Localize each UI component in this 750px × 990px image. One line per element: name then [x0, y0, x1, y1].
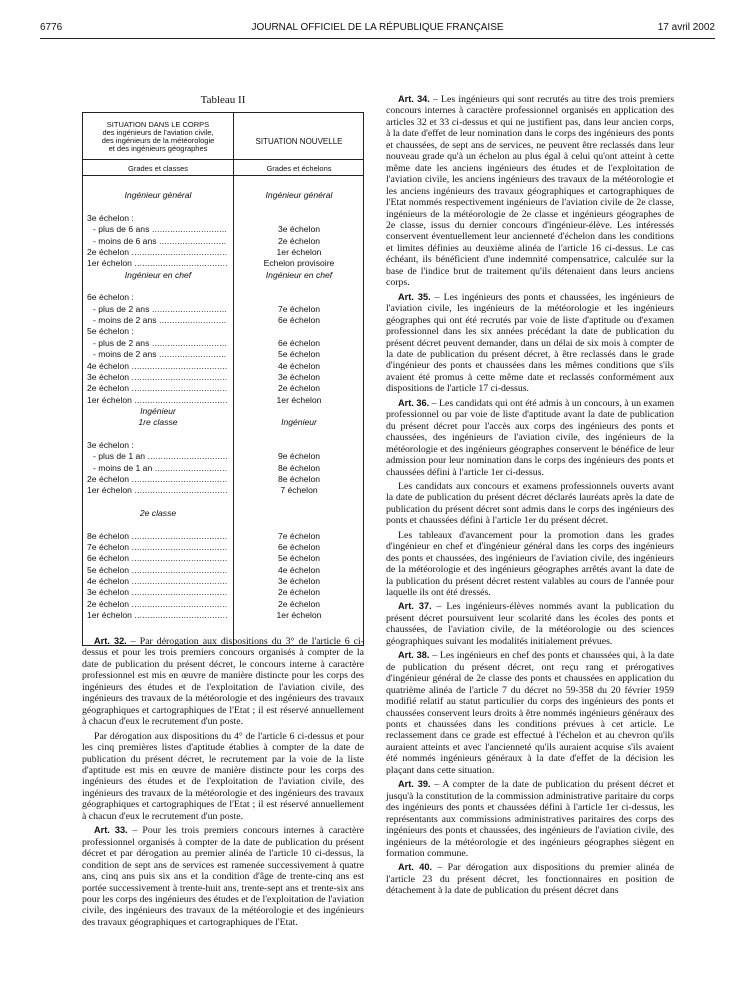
right-text-column	[386, 94, 674, 900]
table-cell-new-grade: 8e échelon	[277, 473, 321, 484]
table-cell-former-grade: - moins de 2 ans .....	[93, 315, 227, 326]
table-subheader-right: Grades et échelons	[266, 164, 332, 173]
table-cell-former-grade: 8e échelon .....	[87, 531, 227, 542]
table-row	[83, 224, 365, 235]
article-text: – Les ingénieurs qui sont recrutés au titre des trois premiers concours internes à caractère professionnel organisés en application des articles 32 et 33 ci-dessus et qui ne justifient pas, dans leur ancien corps, à la date d'effet de leur nomination dans le corps des ingénieurs des ponts et chaussées, de sept ans de services, ne peuvent être reclassés dans leur nouveau grade qu'à un échelon au plus égal à celui qu'ont atteint à cette même date les anciens ingénieurs des études et de l'exploitation de l'aviation civile, les anciens ingénieurs des travaux de la météorologie et les anciens ingénieurs des travaux géographiques et cartographiques de l'Etat nommés respectivement ingénieurs de l'aviation civile de 2e classe, ingénieurs de la météorologie de 2e classe et ingénieurs géographes de 2e classe, issus du dernier concours d'ingénieur-élève. Les intéressés conservent éventuellement leur ancienneté d'échelon dans les conditions et limites définies au deuxième alinéa de l'article 16 ci-dessus. Le cas échéant, ils bénéficient d'une indemnité compensatrice, calculée sur la base de l'indice brut de traitement qu'ils détenaient dans leurs anciens corps.	[386, 94, 675, 289]
table-header-left-line: SITUATION DANS LE CORPS	[106, 120, 210, 129]
reclassification-table	[82, 112, 364, 646]
table-cell-new-grade: 6e échelon	[277, 337, 321, 348]
table-cell-new-grade: 2e échelon	[277, 235, 321, 246]
table-cell-new-grade: Ingénieur	[281, 417, 317, 428]
table-row	[83, 497, 365, 508]
table-cell-new-grade: 1er échelon	[276, 610, 322, 621]
table-cell-former-grade: - moins de 1 an .....	[93, 463, 227, 474]
table-cell-new-grade: 7e échelon	[277, 303, 321, 314]
table-row	[83, 406, 365, 417]
table-row	[83, 395, 365, 406]
table-row	[83, 474, 365, 485]
table-row	[83, 202, 365, 213]
article-paragraph	[386, 779, 674, 859]
table-cell-former-grade: - plus de 6 ans .....	[93, 224, 227, 235]
table-cell-former-grade: 4e échelon .....	[87, 361, 227, 372]
table-body	[83, 179, 365, 621]
table-cell-new-grade: 1er échelon	[276, 394, 322, 405]
article-text: – Les ingénieurs des ponts et chaussées, les ingénieurs de l'aviation civile, les ingénieurs de la météorologie et les ingénieurs géographes qui ont été recrutés par voie de liste d'aptitude ou d'examen professionnel dans les six années précédant la date de publication du présent décret peuvent demander, dans un délai de six mois à compter de la date de publication du présent décret, à être reclassés dans le grade d'ingénieur des ponts et chaussées dans les mêmes conditions que s'ils avaient été promus à cette même date et reclassés conformément aux dispositions de l'article 17 ci-dessus.	[386, 291, 674, 395]
table-row	[83, 236, 365, 247]
table-cell-former-grade: 1er échelon .....	[87, 485, 227, 496]
table-row	[83, 190, 365, 201]
table-cell-new-grade: 6e échelon	[277, 315, 321, 326]
article-number: Art. 35.	[398, 291, 431, 302]
table-row	[83, 326, 365, 337]
table-row	[83, 247, 365, 258]
table-header-rule	[83, 159, 363, 160]
table-header-left-line: des ingénieurs de la météorologie	[101, 136, 215, 145]
table-cell-new-grade: 2e échelon	[277, 587, 321, 598]
article-paragraph	[82, 636, 364, 728]
article-text: – Pour les trois premiers concours internes à caractère professionnel organisés à compter de la date de publication du présent décret et par dérogation au premier alinéa de l'article 10 ci-dessus, la condition de sept ans de services est ramenée successivement à quatre ans, cinq ans puis six ans et la condition d'âge de trente-cinq ans est portée successivement à trente-huit ans, trente-sept ans et trente-six ans pour les corps des ingénieurs des études et de l'exploitation de l'aviation civile, des ingénieurs des travaux de la météorologie et des ingénieurs des travaux géographiques et cartographiques de l'Etat.	[82, 825, 364, 928]
table-cell-former-grade: Ingénieur en chef	[124, 269, 192, 280]
table-cell-former-grade: 3e échelon .....	[87, 587, 227, 598]
table-cell-former-grade: - plus de 2 ans .....	[93, 338, 227, 349]
table-row	[83, 270, 365, 281]
table-cell-former-grade: 6e échelon :	[87, 292, 134, 303]
table-cell-former-grade: 3e échelon :	[87, 213, 134, 224]
article-number: Art. 32.	[94, 636, 127, 646]
table-row	[83, 338, 365, 349]
page-number: 6776	[40, 22, 63, 33]
table-row	[83, 349, 365, 360]
table-cell-former-grade: Ingénieur général	[124, 190, 192, 201]
table-row	[83, 587, 365, 598]
table-row	[83, 610, 365, 621]
table-cell-new-grade: 4e échelon	[277, 564, 321, 575]
table-cell-new-grade: 6e échelon	[277, 542, 321, 552]
table-cell-former-grade: 1er échelon .....	[87, 395, 227, 406]
table-cell-former-grade: 1re classe	[138, 417, 178, 428]
table-row	[83, 440, 365, 451]
table-cell-new-grade: 3e échelon	[277, 576, 321, 587]
article-number: Art. 40.	[398, 862, 433, 873]
table-header-left-line: et des ingénieurs géographes	[108, 144, 208, 153]
page-header	[40, 22, 715, 38]
table-cell-former-grade: 7e échelon .....	[87, 542, 227, 553]
table-row	[83, 213, 365, 224]
table-cell-new-grade: 9e échelon	[277, 451, 321, 462]
table-cell-new-grade: 4e échelon	[277, 360, 321, 371]
table-cell-former-grade: 3e échelon .....	[87, 372, 227, 383]
table-row	[83, 361, 365, 372]
article-number: Art. 39.	[398, 779, 431, 790]
table-title: Tableau II	[200, 94, 246, 106]
table-cell-former-grade: 1er échelon .....	[87, 610, 227, 621]
table-cell-former-grade: Ingénieur	[140, 405, 176, 416]
article-paragraph	[386, 530, 674, 599]
table-header-left	[87, 121, 229, 153]
table-cell-former-grade: 1er échelon .....	[87, 258, 227, 269]
article-paragraph	[82, 825, 364, 928]
journal-title: JOURNAL OFFICIEL DE LA RÉPUBLIQUE FRANÇAISE	[251, 22, 504, 33]
table-row	[83, 292, 365, 303]
article-number: Art. 37.	[398, 601, 432, 612]
table-header-right: SITUATION NOUVELLE	[255, 137, 343, 146]
article-text: Par dérogation aux dispositions du 4° de l'article 6 ci-dessus et pour les cinq premières listes d'aptitude établies à compter de la date de publication du présent décret, le recrutement par la voie de la liste d'aptitude est mis en œuvre de manière distincte pour les corps des ingénieurs des études et de l'exploitation de l'aviation civile, des ingénieurs des travaux de la météorologie et des ingénieurs des travaux géographiques et cartographiques de l'Etat ; il est réservé annuellement à chacun d'eux le recrutement d'un poste.	[82, 730, 364, 822]
left-text-column	[82, 636, 364, 931]
table-row	[83, 576, 365, 587]
table-row	[83, 519, 365, 530]
table-cell-new-grade: 3e échelon	[277, 371, 321, 382]
table-header-left-line: des ingénieurs de l'aviation civile,	[102, 128, 214, 137]
table-cell-new-grade: Echelon provisoire	[263, 258, 335, 269]
table-row	[83, 553, 365, 564]
table-cell-former-grade: 2e échelon .....	[87, 247, 227, 258]
table-cell-new-grade: 2e échelon	[277, 383, 321, 394]
table-cell-new-grade: 1er échelon	[276, 247, 322, 258]
table-row	[83, 463, 365, 474]
table-cell-new-grade: 5e échelon	[277, 553, 321, 564]
table-cell-former-grade: 5e échelon .....	[87, 565, 227, 576]
table-row	[83, 531, 365, 542]
table-cell-former-grade: - moins de 6 ans .....	[93, 236, 227, 247]
table-cell-former-grade: - plus de 2 ans .....	[93, 304, 227, 315]
article-text: – Par dérogation aux dispositions du 3° de l'article 6 ci-dessus et pour les trois premiers concours organisés à compter de la date de publication du présent décret, le concours interne à caractère professionnel est mis en œuvre de manière distincte pour les corps des ingénieurs des études et de l'exploitation de l'aviation civile, des ingénieurs des travaux de la météorologie et des ingénieurs des travaux géographiques et cartographiques de l'Etat ; il est réservé annuellement à chacun d'eux le recrutement d'un poste.	[82, 636, 364, 728]
article-paragraph	[386, 481, 674, 527]
table-row	[83, 383, 365, 394]
table-subheader-left: Grades et classes	[127, 164, 189, 173]
article-text: – Par dérogation aux dispositions du premier alinéa de l'article 23 du présent décret, les fonctionnaires en position de détachement à la date de publication du présent décret dans	[386, 862, 674, 897]
left-column	[82, 94, 364, 646]
article-paragraph	[386, 650, 674, 776]
article-text: – Les ingénieurs en chef des ponts et chaussées qui, à la date de publication du présent décret, ont reçu rang et prérogatives d'ingénieur général de 2e classe des ponts et chaussées en application du quatrième alinéa de l'article 7 du décret no 59-358 du 20 février 1959 modifié relatif au statut particulier du corps des ingénieurs des ponts et chaussées conservent leurs droits à être nommés ingénieurs généraux des ponts et chaussées dans les conditions prévues à cet article. Le reclassement dans ce grade est effectué à l'échelon et au chevron qu'ils auraient atteints et avec l'ancienneté qu'ils auraient acquise s'ils avaient été nommés ingénieurs généraux à la date d'effet de la décision les plaçant dans cette situation.	[386, 650, 674, 776]
table-row	[83, 451, 365, 462]
article-text: Les candidats aux concours et examens professionnels ouverts avant la date de publication du présent décret déclarés lauréats après la date de publication du présent décret sont admis dans le corps des ingénieurs des ponts et chaussées défini à l'article 1er du présent décret.	[386, 480, 674, 527]
article-number: Art. 36.	[398, 397, 430, 408]
table-row	[83, 542, 365, 553]
table-cell-former-grade: - plus de 1 an .....	[93, 451, 227, 462]
table-row	[83, 281, 365, 292]
table-cell-former-grade: 2e échelon .....	[87, 383, 227, 394]
table-cell-former-grade: 3e échelon :	[87, 439, 134, 450]
table-cell-former-grade: - moins de 2 ans .....	[93, 349, 227, 360]
table-cell-former-grade: 2e échelon .....	[87, 599, 227, 610]
table-cell-new-grade: Ingénieur en chef	[265, 269, 333, 280]
table-cell-new-grade: 5e échelon	[277, 349, 321, 360]
table-cell-former-grade: 2e classe	[139, 507, 177, 518]
table-row	[83, 372, 365, 383]
article-paragraph	[386, 862, 674, 896]
article-text: – A compter de la date de publication du présent décret et jusqu'à la constitution de la commission administrative paritaire du corps des ingénieurs des ponts et chaussées défini à l'article 1er ci-dessus, les représentants aux commissions administratives paritaires des corps des ingénieurs des ponts et chaussées, des ingénieurs de l'aviation civile, des ingénieurs de la météorologie et des ingénieurs géographes siègent en formation commune.	[386, 779, 674, 859]
table-cell-new-grade: 3e échelon	[277, 224, 321, 235]
table-row	[83, 508, 365, 519]
table-cell-new-grade: 8e échelon	[277, 462, 321, 473]
table-cell-new-grade: 7e échelon	[277, 530, 321, 541]
table-row	[83, 565, 365, 576]
header-rule	[40, 38, 715, 39]
article-paragraph	[82, 731, 364, 823]
article-text: – Les candidats qui ont été admis à un concours, à un examen professionnel ou par voie de liste d'aptitude avant la date de publication du présent décret pour l'accès aux corps des ingénieurs des ponts et chaussées, des ingénieurs de l'aviation civile, des ingénieurs de la météorologie et des ingénieurs géographes conservent le bénéfice de leur admission pour leur nomination dans le corps des ingénieurs des ponts et chaussées défini à l'article 1er ci-dessus.	[386, 397, 674, 478]
article-paragraph	[386, 292, 674, 395]
table-cell-new-grade: 7 échelon	[280, 485, 318, 496]
article-number: Art. 38.	[398, 650, 430, 661]
table-row	[83, 485, 365, 496]
table-row	[83, 599, 365, 610]
issue-date: 17 avril 2002	[657, 22, 715, 33]
table-cell-new-grade: 2e échelon	[277, 598, 321, 609]
article-paragraph	[386, 94, 674, 289]
table-cell-former-grade: 6e échelon .....	[87, 553, 227, 564]
table-cell-former-grade: 4e échelon .....	[87, 576, 227, 587]
article-paragraph	[386, 601, 674, 647]
table-row	[83, 179, 365, 190]
table-subheader-rule	[83, 175, 363, 176]
table-row	[83, 429, 365, 440]
article-text: – Les ingénieurs-élèves nommés avant la publication du présent décret poursuivent leur scolarité dans les écoles des ponts et chaussées, de l'aviation civile, de la météorologie ou des sciences géographiques suivant les modalités initialement prévues.	[386, 601, 674, 647]
article-number: Art. 34.	[398, 94, 430, 104]
table-row	[83, 417, 365, 428]
article-paragraph	[386, 398, 674, 478]
table-row	[83, 258, 365, 269]
table-cell-former-grade: 5e échelon :	[87, 326, 134, 337]
article-number: Art. 33.	[94, 825, 128, 836]
table-row	[83, 315, 365, 326]
table-cell-new-grade: Ingénieur général	[265, 190, 333, 201]
table-row	[83, 304, 365, 315]
table-cell-former-grade: 2e échelon .....	[87, 474, 227, 485]
article-text: Les tableaux d'avancement pour la promotion dans les grades d'ingénieur en chef et d'ingénieur général dans les corps des ingénieurs des ponts et chaussées, des ingénieurs de l'aviation civile, des ingénieurs de la météorologie et des ingénieurs géographes arrêtés avant la date de la publication du présent décret restent valables au cours de l'année pour laquelle ils ont été dressés.	[386, 529, 674, 599]
